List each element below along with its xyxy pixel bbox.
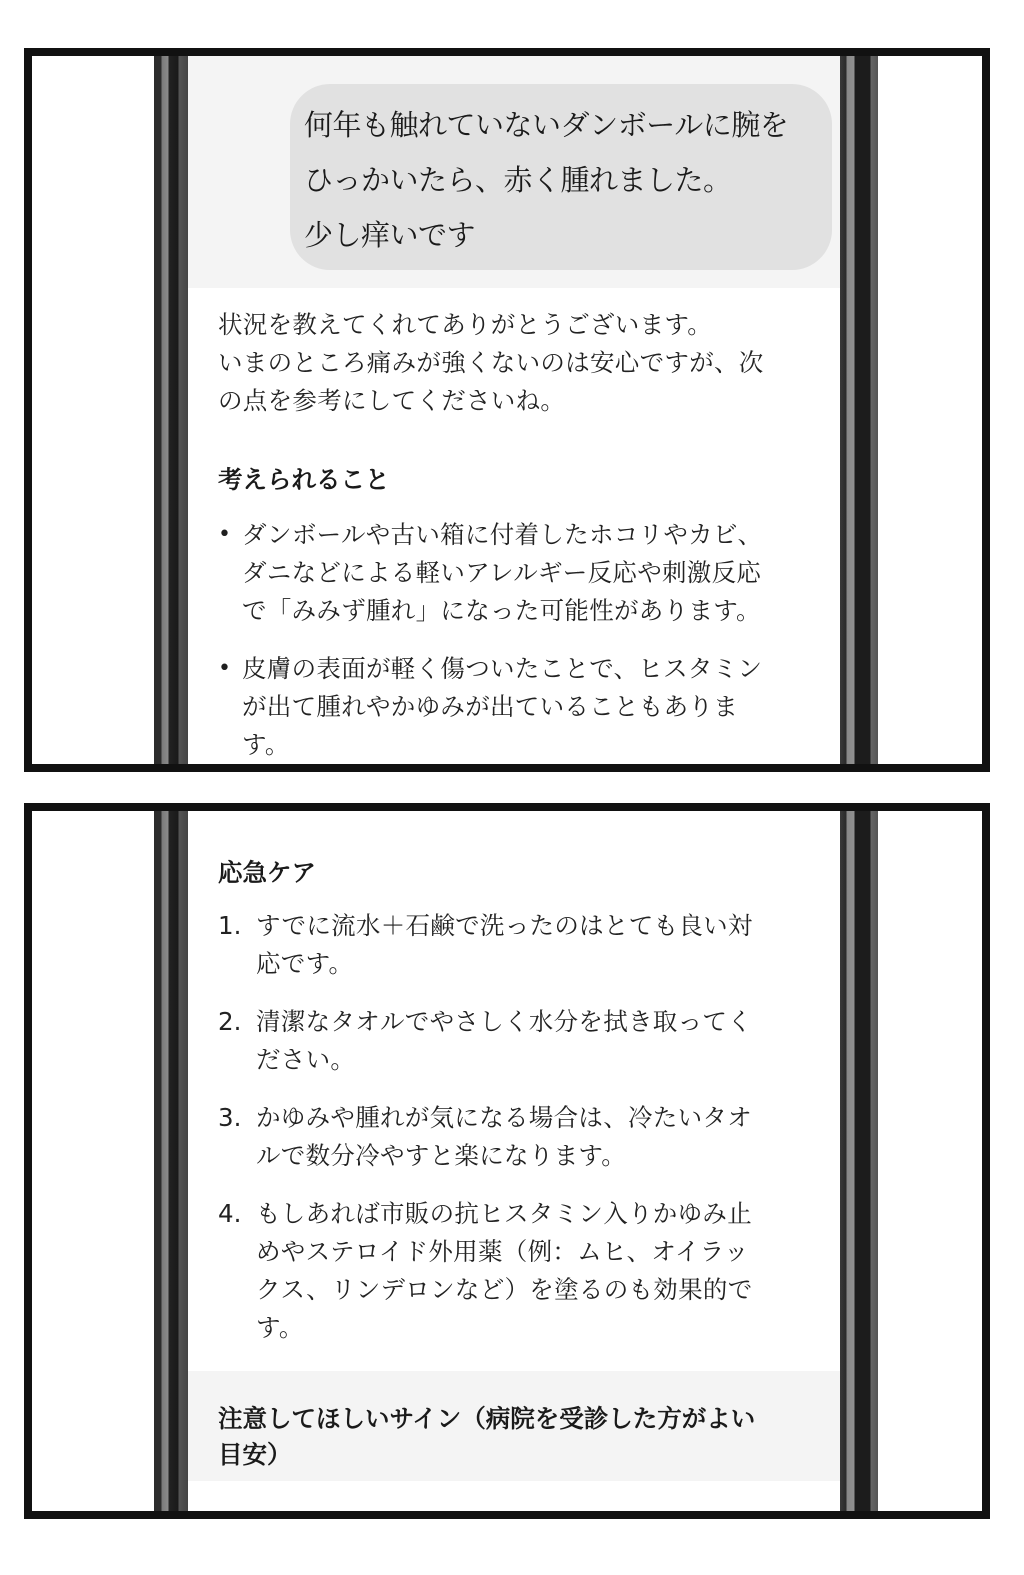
user-message-bubble — [290, 84, 832, 270]
list-item — [218, 516, 818, 630]
user-message-line: ひっかいたら、赤く腫れました。 — [304, 163, 732, 197]
bullet-line: 皮膚の表面が軽く傷ついたことで、ヒスタミン — [242, 654, 763, 683]
bullet-icon: • — [218, 522, 231, 547]
bullet-line: が出て腫れやかゆみが出ていることもありま — [242, 692, 738, 721]
intro-line: いまのところ痛みが強くないのは安心ですが、次 — [218, 348, 764, 377]
step-line: ださい。 — [256, 1045, 356, 1074]
warning-title-line: 目安） — [218, 1440, 292, 1469]
bullet-list — [218, 516, 818, 764]
phone-frame-right — [840, 56, 878, 764]
numbered-list — [218, 907, 818, 1347]
step-number: 4. — [218, 1199, 242, 1228]
bullet-icon: • — [218, 656, 231, 681]
intro-line: 状況を教えてくれてありがとうございます。 — [218, 310, 713, 339]
phone-frame-left — [154, 811, 188, 1511]
list-item — [218, 650, 818, 764]
step-line: 応です。 — [256, 949, 354, 978]
list-item — [218, 1099, 818, 1175]
comic-panel-1 — [24, 48, 990, 772]
section-heading-first-aid: 応急ケア — [218, 858, 316, 887]
step-line: めやステロイド外用薬（例：ムヒ、オイラッ — [256, 1237, 749, 1266]
bullet-line: す。 — [242, 730, 290, 759]
warning-title-line: 注意してほしいサイン（病院を受診した方がよい — [218, 1404, 756, 1433]
step-line: クス、リンデロンなど）を塗るのも効果的で — [256, 1275, 753, 1304]
step-line: すでに流水＋石鹸で洗ったのはとても良い対 — [256, 911, 753, 940]
step-line: 清潔なタオルでやさしく水分を拭き取ってく — [256, 1007, 752, 1036]
comic-panel-2 — [24, 803, 990, 1519]
intro-line: の点を参考にしてくださいね。 — [218, 386, 566, 415]
step-number: 2. — [218, 1007, 242, 1036]
user-message-line: 少し痒いです — [304, 218, 476, 252]
section-heading-causes: 考えられること — [218, 465, 390, 494]
bullet-line: ダニなどによる軽いアレルギー反応や刺激反応 — [242, 558, 762, 587]
step-line: す。 — [256, 1313, 304, 1342]
step-line: ルで数分冷やすと楽になります。 — [256, 1141, 627, 1170]
step-number: 1. — [218, 911, 242, 940]
phone-frame-left — [154, 56, 188, 764]
list-item — [218, 1195, 818, 1347]
step-number: 3. — [218, 1103, 242, 1132]
assistant-intro — [218, 306, 818, 420]
step-line: かゆみや腫れが気になる場合は、冷たいタオ — [256, 1103, 752, 1132]
list-item — [218, 1003, 818, 1079]
step-line: もしあれば市販の抗ヒスタミン入りかゆみ止 — [256, 1199, 752, 1228]
bullet-line: ダンボールや古い箱に付着したホコリやカビ、 — [242, 520, 763, 549]
user-message-line: 何年も触れていないダンボールに腕を — [304, 108, 789, 142]
bullet-line: で「みみず腫れ」になった可能性があります。 — [242, 596, 761, 625]
phone-frame-right — [840, 811, 878, 1511]
section-heading-warning — [218, 1401, 818, 1473]
list-item — [218, 907, 818, 983]
